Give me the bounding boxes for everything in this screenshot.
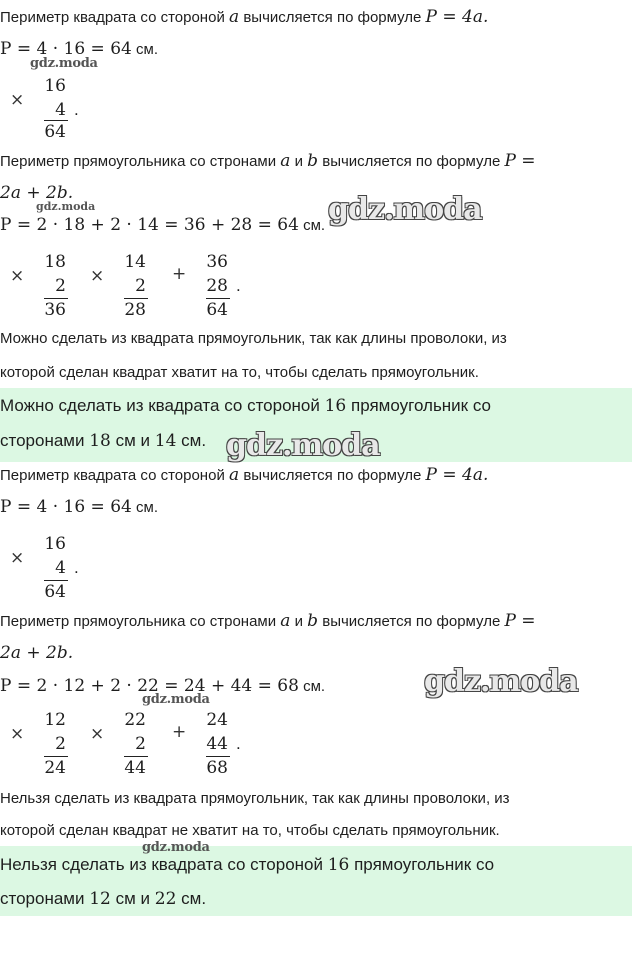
rect-perimeter-intro: Периметр прямоугольника со стронами a и b вычисляется по формуле P = bbox=[0, 611, 536, 631]
rect-perimeter-calc: P = 2 · 12 + 2 · 22 = 24 + 44 = 68 см. bbox=[0, 676, 326, 696]
addend-b: 44 bbox=[206, 734, 228, 754]
result-bar bbox=[124, 298, 148, 299]
period: . bbox=[74, 100, 79, 119]
times-sign: × bbox=[10, 266, 25, 286]
period: . bbox=[236, 734, 241, 753]
rect-perimeter-intro: Периметр прямоугольника со стронами a и b вычисляется по формуле P = bbox=[0, 151, 536, 171]
times-sign: × bbox=[90, 266, 105, 286]
result-bar bbox=[44, 298, 68, 299]
watermark: gdz.moda bbox=[142, 692, 210, 707]
times-sign: × bbox=[10, 548, 25, 568]
factor-a: 14 bbox=[124, 252, 146, 272]
square-perimeter-calc: P = 4 · 16 = 64 см. bbox=[0, 39, 158, 59]
watermark-large: gdz.moda bbox=[424, 664, 578, 699]
factor-b: 2 bbox=[55, 734, 66, 754]
answer-line-2: сторонами 18 см и 14 см. bbox=[0, 431, 207, 451]
result-bar bbox=[44, 756, 68, 757]
product: 44 bbox=[124, 758, 146, 778]
square-perimeter-intro: Периметр квадрата со стороной a вычисляется по формуле P = 4a. bbox=[0, 7, 489, 27]
watermark: gdz.moda bbox=[36, 200, 96, 213]
product: 36 bbox=[44, 300, 66, 320]
factor-a: 16 bbox=[44, 534, 66, 554]
addend-b: 28 bbox=[206, 276, 228, 296]
sum: 64 bbox=[206, 300, 228, 320]
factor-a: 18 bbox=[44, 252, 66, 272]
factor-b: 2 bbox=[55, 276, 66, 296]
conclusion-line-2: которой сделан квадрат не хватит на то, чтобы сделать прямоугольник. bbox=[0, 822, 500, 839]
factor-b: 2 bbox=[135, 734, 146, 754]
answer-line-1: Нельзя сделать из квадрата со стороной 16 прямоугольник со bbox=[0, 855, 495, 875]
conclusion-line-1: Нельзя сделать из квадрата прямоугольник, так как длины проволоки, из bbox=[0, 790, 510, 807]
result-bar bbox=[124, 756, 148, 757]
product: 28 bbox=[124, 300, 146, 320]
times-sign: × bbox=[10, 724, 25, 744]
watermark-large: gdz.moda bbox=[226, 428, 380, 463]
factor-a: 22 bbox=[124, 710, 146, 730]
factor-a: 16 bbox=[44, 76, 66, 96]
result-bar bbox=[206, 298, 230, 299]
rect-formula-cont: 2a + 2b. bbox=[0, 643, 74, 663]
times-sign: × bbox=[10, 90, 25, 110]
times-sign: × bbox=[90, 724, 105, 744]
watermark-large: gdz.moda bbox=[328, 192, 482, 227]
answer-line-1: Можно сделать из квадрата со стороной 16 прямоугольник со bbox=[0, 396, 491, 416]
plus-sign: + bbox=[172, 264, 187, 284]
addend-a: 36 bbox=[206, 252, 228, 272]
product: 64 bbox=[44, 582, 66, 602]
factor-b: 4 bbox=[55, 100, 66, 120]
period: . bbox=[236, 276, 241, 295]
rect-formula-cont: 2a + 2b. bbox=[0, 183, 74, 203]
result-bar bbox=[44, 580, 68, 581]
result-bar bbox=[44, 120, 68, 121]
product: 64 bbox=[44, 122, 66, 142]
sum: 68 bbox=[206, 758, 228, 778]
conclusion-line-1: Можно сделать из квадрата прямоугольник, так как длины проволоки, из bbox=[0, 330, 507, 347]
square-perimeter-calc: P = 4 · 16 = 64 см. bbox=[0, 497, 158, 517]
result-bar bbox=[206, 756, 230, 757]
factor-b: 4 bbox=[55, 558, 66, 578]
answer-box bbox=[0, 846, 632, 916]
factor-b: 2 bbox=[135, 276, 146, 296]
addend-a: 24 bbox=[206, 710, 228, 730]
square-perimeter-intro: Периметр квадрата со стороной a вычисляется по формуле P = 4a. bbox=[0, 465, 489, 485]
answer-line-2: сторонами 12 см и 22 см. bbox=[0, 889, 207, 909]
watermark: gdz.moda bbox=[30, 56, 98, 71]
product: 24 bbox=[44, 758, 66, 778]
plus-sign: + bbox=[172, 722, 187, 742]
rect-perimeter-calc: P = 2 · 18 + 2 · 14 = 36 + 28 = 64 см. bbox=[0, 215, 326, 235]
conclusion-line-2: которой сделан квадрат хватит на то, чтобы сделать прямоугольник. bbox=[0, 364, 479, 381]
watermark: gdz.moda bbox=[142, 840, 210, 855]
period: . bbox=[74, 558, 79, 577]
factor-a: 12 bbox=[44, 710, 66, 730]
